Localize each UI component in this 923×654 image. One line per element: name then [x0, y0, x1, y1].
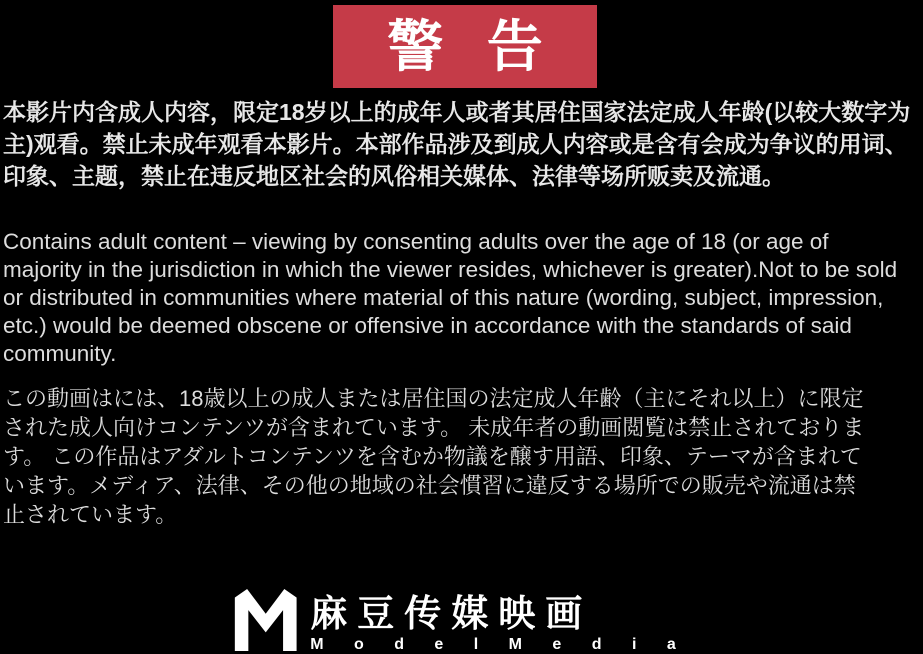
warning-en-line: or distributed in communities where material of this nature (wording, subject, impression,: [3, 285, 884, 310]
warning-jp-line: す。 この作品はアダルトコンテンツを含むか物議を醸す用語、印象、テーマが含まれて: [3, 444, 862, 469]
warning-zh-line: 本影片内含成人内容，限定18岁以上的成年人或者其居住国家法定成人年龄(以较大数字为: [3, 99, 911, 125]
warning-zh-line: 主)观看。禁止未成年观看本影片。本部作品涉及到成人内容或是含有会成为争议的用词、: [3, 131, 908, 157]
warning-paragraph-japanese: [3, 384, 923, 529]
studio-name-english: M o d e l M e d i a: [310, 636, 689, 654]
studio-logo-text: [310, 594, 689, 654]
warning-zh-line: 印象、主题，禁止在违反地区社会的风俗相关媒体、法律等场所贩卖及流通。: [3, 163, 785, 189]
warning-en-line: etc.) would be deemed obscene or offensive in accordance with the standards of said: [3, 313, 852, 338]
warning-paragraph-chinese: [3, 96, 923, 192]
warning-jp-line: います。メディア、法律、その他の地域の社会慣習に違反する場所での販売や流通は禁: [3, 473, 856, 498]
warning-en-line: community.: [3, 341, 117, 366]
model-media-m-icon: [234, 586, 296, 654]
studio-name-chinese: 麻豆传媒映画: [310, 592, 593, 634]
warning-jp-line: された成人向けコンテンツが含まれています。 未成年者の動画閲覧は禁止されておりま: [3, 415, 865, 440]
warning-banner: [333, 5, 597, 88]
warning-en-line: majority in the jurisdiction in which the viewer resides, whichever is greater).Not to be sold: [3, 257, 898, 282]
warning-paragraph-english: [3, 228, 923, 368]
warning-banner-title: 警 告: [387, 14, 557, 78]
warning-jp-line: 止されています。: [3, 502, 178, 527]
warning-jp-line: この動画はには、18歳以上の成人または居住国の法定成人年齢（主にそれ以上）に限定: [3, 386, 864, 411]
warning-en-line: Contains adult content – viewing by consenting adults over the age of 18 (or age of: [3, 229, 829, 254]
studio-logo: [234, 586, 689, 654]
